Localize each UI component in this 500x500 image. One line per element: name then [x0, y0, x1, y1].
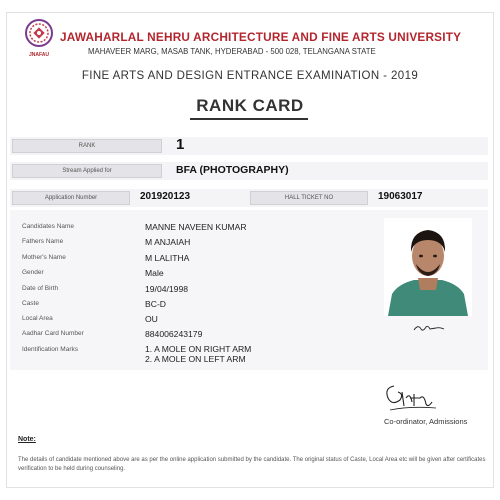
candidate-photo: [384, 218, 472, 316]
exam-title: FINE ARTS AND DESIGN ENTRANCE EXAMINATION - 2019: [81, 70, 419, 82]
university-logo: [22, 18, 56, 58]
note-text: The details of candidate mentioned above are as per the online application submitted by the candidate. The original status of Caste, Local Area etc will be given after certificates verification to be held during counseling.: [18, 457, 486, 472]
detail-value: Male: [145, 268, 164, 278]
detail-label: Aadhar Card Number: [22, 330, 84, 337]
detail-value: 19/04/1998: [145, 284, 189, 294]
note-title: Note:: [18, 436, 36, 443]
detail-label: Date of Birth: [22, 285, 59, 292]
detail-label: Local Area: [22, 315, 53, 322]
title-underline: [190, 118, 308, 120]
university-name: JAWAHARLAL NEHRU ARCHITECTURE AND FINE ARTS UNIVERSITY: [60, 30, 462, 44]
coordinator-signature: [380, 380, 442, 416]
detail-value: BC-D: [145, 299, 167, 309]
coordinator-label: Co-ordinator, Admissions: [384, 417, 468, 426]
rank-value: 1: [176, 136, 185, 153]
stream-label: Stream Applied for: [12, 164, 162, 178]
detail-label: Fathers Name: [22, 238, 64, 245]
application-value: 201920123: [140, 191, 191, 202]
hallticket-label: HALL TICKET NO: [250, 191, 368, 205]
detail-value: 1. A MOLE ON RIGHT ARM: [145, 344, 252, 354]
detail-value: OU: [145, 314, 158, 324]
university-address: MAHAVEER MARG, MASAB TANK, HYDERABAD - 500 028, TELANGANA STATE: [88, 47, 376, 56]
detail-label: Gender: [22, 269, 44, 276]
application-label: Application Number: [12, 191, 130, 205]
detail-label: Mother's Name: [22, 254, 66, 261]
detail-value: 2. A MOLE ON LEFT ARM: [145, 354, 246, 364]
detail-label: Caste: [22, 300, 39, 307]
candidate-signature: [412, 322, 446, 334]
page-title: RANK CARD: [196, 96, 304, 115]
detail-value: MANNE NAVEEN KUMAR: [145, 222, 247, 232]
detail-value: 884006243179: [145, 329, 203, 339]
logo-text: JNAFAU: [28, 52, 50, 58]
detail-label: Candidates Name: [22, 223, 75, 230]
detail-value: M LALITHA: [145, 253, 190, 263]
rank-label: RANK: [12, 139, 162, 153]
stream-value: BFA (PHOTOGRAPHY): [176, 164, 289, 176]
hallticket-value: 19063017: [378, 191, 423, 202]
detail-value: M ANJAIAH: [145, 237, 191, 247]
detail-label: Identification Marks: [22, 346, 78, 353]
